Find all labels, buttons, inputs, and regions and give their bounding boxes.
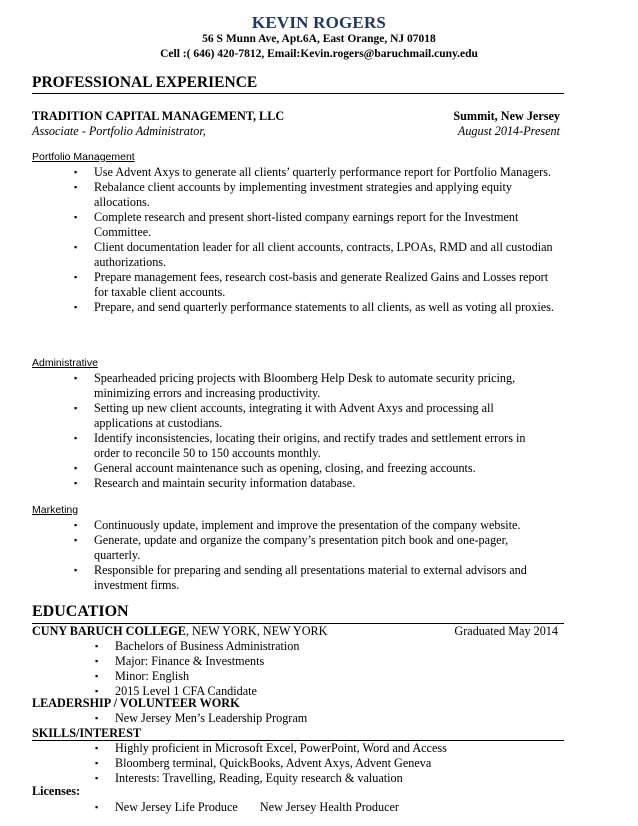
bullet-icon: ▪ [74, 535, 78, 545]
list-item: ▪ Bachelors of Business Administration [95, 639, 300, 653]
bullet-icon: ▪ [95, 743, 99, 753]
education-bullet-list [95, 639, 495, 699]
job-dates: August 2014-Present [457, 124, 560, 138]
list-item: ▪ Rebalance client accounts by implementing investment strategies and applying equity allocations. [74, 180, 512, 209]
list-item: ▪ Responsible for preparing and sending all presentations material to external advisors and investment firms. [74, 563, 527, 592]
list-item: ▪ Continuously update, implement and improve the presentation of the company website. [74, 518, 521, 532]
bullet-icon: ▪ [74, 433, 78, 443]
list-item: ▪ Highly proficient in Microsoft Excel, PowerPoint, Word and Access [95, 741, 447, 755]
license-life: New Jersey Life Produce [115, 800, 238, 814]
list-item: ▪ Client documentation leader for all client accounts, contracts, LPOAs, RMD and all custodian authorizations. [74, 240, 553, 269]
bullet-icon: ▪ [74, 182, 78, 192]
candidate-name: KEVIN ROGERS [251, 13, 387, 32]
company-name: TRADITION CAPITAL MANAGEMENT, LLC [32, 109, 285, 123]
list-item: ▪ Minor: English [95, 669, 190, 683]
section-title-leadership: LEADERSHIP / VOLUNTEER WORK [32, 696, 240, 710]
bullet-icon: ▪ [74, 242, 78, 252]
licenses-bullet-list [95, 800, 495, 815]
list-item: ▪ New Jersey Men’s Leadership Program [95, 711, 308, 725]
list-item: ▪ Identify inconsistencies, locating their origins, and rectify trades and settlement errors in order to reconcile 50 to 150 accounts monthly. [74, 431, 526, 460]
job-role: Associate - Portfolio Administrator, [32, 124, 206, 138]
list-item: ▪ Research and maintain security information database. [74, 476, 356, 490]
bullet-icon: ▪ [74, 478, 78, 488]
section-title-experience: PROFESSIONAL EXPERIENCE [32, 74, 258, 91]
list-item: ▪ Prepare management fees, research cost-basis and generate Realized Gains and Losses report for taxable client accounts. [74, 270, 549, 299]
section-title-licenses: Licenses: [32, 784, 81, 798]
subsection-title-portfolio: Portfolio Management [32, 151, 135, 163]
list-item: ▪ Interests: Travelling, Reading, Equity research & valuation [95, 771, 403, 785]
school-line [32, 624, 327, 639]
bullet-icon: ▪ [95, 713, 99, 723]
bullet-icon: ▪ [74, 565, 78, 575]
subsection-title-administrative: Administrative [32, 357, 98, 369]
marketing-bullet-list [74, 518, 544, 593]
administrative-bullet-list [74, 371, 544, 491]
bullet-icon: ▪ [74, 302, 78, 312]
list-item: ▪ Use Advent Axys to generate all clients’ quarterly performance report for Portfolio Managers. [74, 165, 551, 179]
portfolio-bullet-list [74, 165, 564, 315]
bullet-icon: ▪ [95, 656, 99, 666]
school-name: CUNY BARUCH COLLEGE [32, 624, 186, 638]
section-divider [32, 93, 564, 94]
list-item: ▪ Bloomberg terminal, QuickBooks, Advent Axys, Advent Geneva [95, 756, 432, 770]
list-item: ▪ Major: Finance & Investments [95, 654, 265, 668]
bullet-icon: ▪ [74, 463, 78, 473]
bullet-icon: ▪ [95, 758, 99, 768]
address-line: 56 S Munn Ave, Apt.6A, East Orange, NJ 07018 [202, 33, 436, 45]
graduation-date: Graduated May 2014 [454, 624, 558, 638]
bullet-icon: ▪ [74, 373, 78, 383]
bullet-icon: ▪ [95, 773, 99, 783]
leadership-bullet-list [95, 711, 495, 726]
list-item: ▪ Spearheaded pricing projects with Bloomberg Help Desk to automate security pricing, minimizing errors and increasing productivity. [74, 371, 516, 400]
section-title-skills: SKILLS/INTEREST [32, 726, 142, 740]
bullet-icon: ▪ [74, 520, 78, 530]
contact-line: Cell :( 646) 420-7812, Email:Kevin.rogers@baruchmail.cuny.edu [160, 48, 478, 60]
list-item: ▪ Prepare, and send quarterly performance statements to all clients, as well as voting all proxies. [74, 300, 554, 314]
bullet-icon: ▪ [74, 403, 78, 413]
subsection-title-marketing: Marketing [32, 504, 79, 516]
bullet-icon: ▪ [95, 671, 99, 681]
skills-bullet-list [95, 741, 555, 786]
list-item: ▪ General account maintenance such as opening, closing, and freezing accounts. [74, 461, 476, 475]
bullet-icon: ▪ [95, 686, 99, 696]
license-health: New Jersey Health Producer [259, 800, 399, 814]
bullet-icon: ▪ [95, 802, 99, 812]
section-title-education: EDUCATION [32, 603, 129, 620]
bullet-icon: ▪ [74, 167, 78, 177]
list-item: ▪ 2015 Level 1 CFA Candidate [95, 684, 257, 698]
list-item [95, 800, 495, 815]
bullet-icon: ▪ [74, 212, 78, 222]
list-item: ▪ Complete research and present short-listed company earnings report for the Investment Committee. [74, 210, 519, 239]
bullet-icon: ▪ [95, 641, 99, 651]
school-location: , NEW YORK, NEW YORK [185, 624, 328, 638]
list-item: ▪ Setting up new client accounts, integrating it with Advent Axys and processing all applications at custodians. [74, 401, 494, 430]
list-item: ▪ Generate, update and organize the company’s presentation pitch book and one-pager, quarterly. [74, 533, 509, 562]
company-location: Summit, New Jersey [453, 109, 560, 123]
bullet-icon: ▪ [74, 272, 78, 282]
